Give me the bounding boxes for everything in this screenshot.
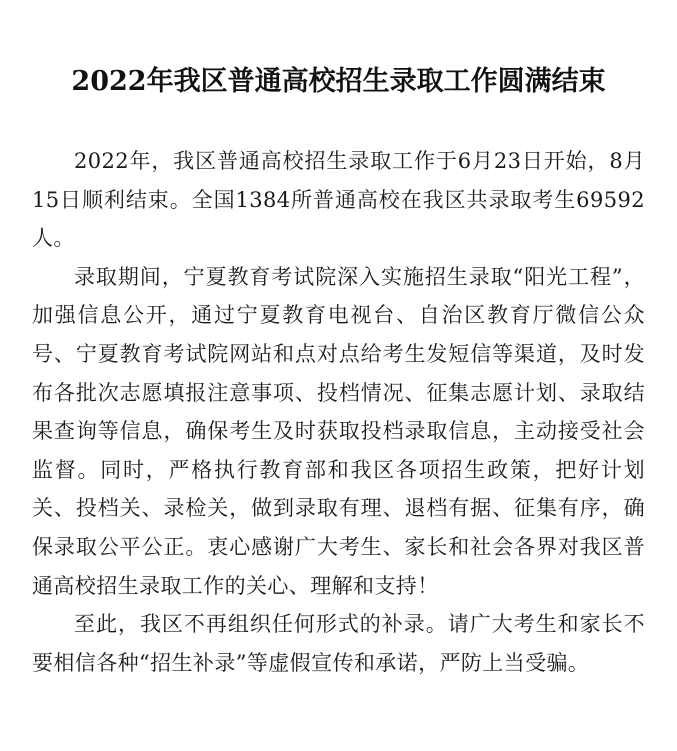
paragraph-2: 录取期间，宁夏教育考试院深入实施招生录取“阳光工程”，加强信息公开，通过宁夏教育电视台、自治区教育厅微信公众号、宁夏教育考试院网站和点对点给考生发短信等渠道，及时发布各批次志愿填报注意事项、投档情况、征集志愿计划、录取结果查询等信息，确保考生及时获取投档录取信息，主动接受社会监督。同时，严格执行教育部和我区各项招生政策，把好计划关、投档关、录检关，做到录取有理、退档有据、征集有序，确保录取公平公正。衷心感谢广大考生、家长和社会各界对我区普通高校招生录取工作的关心、理解和支持！ bbox=[32, 264, 645, 598]
paragraph-3: 至此，我区不再组织任何形式的补录。请广大考生和家长不要相信各种“招生补录”等虚假宣传和承诺，严防上当受骗。 bbox=[32, 612, 645, 675]
document-title: 2022年我区普通高校招生录取工作圆满结束 bbox=[71, 66, 606, 97]
paragraph-1: 2022年，我区普通高校招生录取工作于6月23日开始，8月15日顺利结束。全国1384所普通高校在我区共录取考生69592人。 bbox=[32, 149, 645, 251]
article-body bbox=[32, 142, 645, 682]
